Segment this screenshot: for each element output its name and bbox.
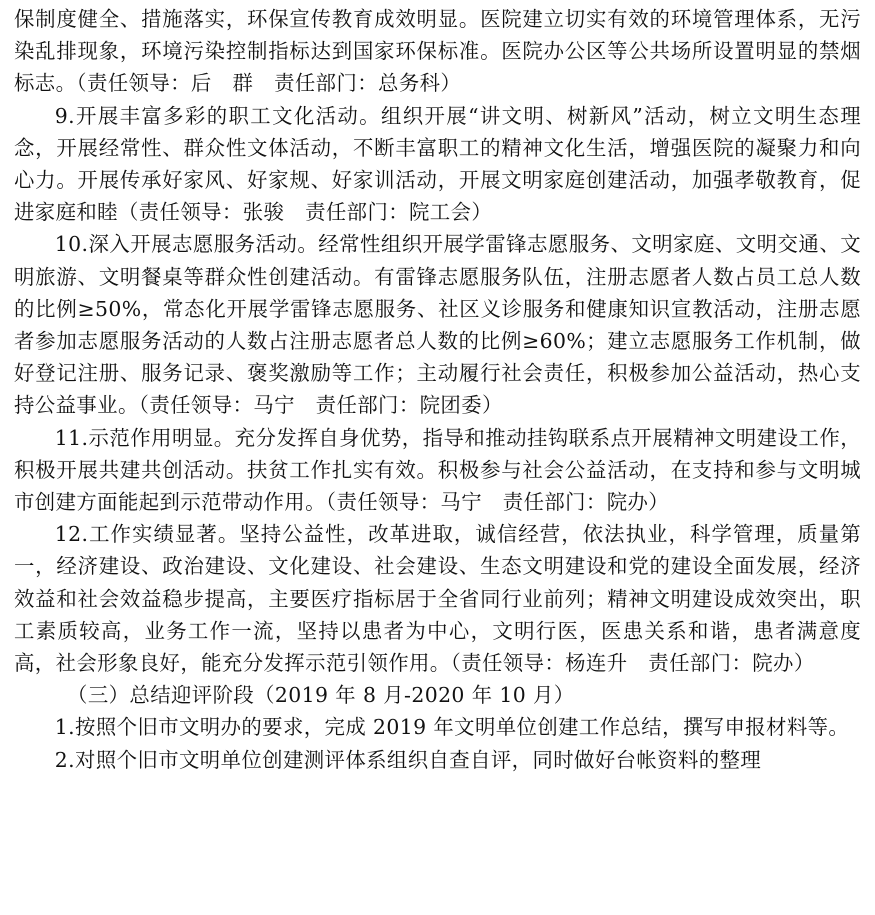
paragraph-item-9: 9.开展丰富多彩的职工文化活动。组织开展“讲文明、树新风”活动，树立文明生态理念，开展经常性、群众性文体活动，不断丰富职工的精神文化生活，增强医院的凝聚力和向心力。开展传承好家风、好家规、好家训活动，开展文明家庭创建活动，加强孝敬教育，促进家庭和睦（责任领导：张骏 责任部门：院工会） [14,103,861,225]
paragraph-item-10: 10.深入开展志愿服务活动。经常性组织开展学雷锋志愿服务、文明家庭、文明交通、文明旅游、文明餐桌等群众性创建活动。有雷锋志愿服务队伍，注册志愿者人数占员工总人数的比例≥50%，常态化开展学雷锋志愿服务、社区义诊服务和健康知识宣教活动，注册志愿者参加志愿服务活动的人数占注册志愿者总人数的比例≥60%；建立志愿服务工作机制，做好登记注册、服务记录、褒奖激励等工作；主动履行社会责任，积极参加公益活动，热心支持公益事业。（责任领导：马宁 责任部门：院团委） [14,232,861,418]
paragraph-environment-continued: 保制度健全、措施落实，环保宣传教育成效明显。医院建立切实有效的环境管理体系，无污染乱排现象，环境污染控制指标达到国家环保标准。医院办公区等公共场所设置明显的禁烟标志。（责任领导：后 群 责任部门：总务科） [14,7,861,96]
paragraph-summary-item-1: 1.按照个旧市文明办的要求，完成 2019 年文明单位创建工作总结，撰写申报材料等。 [54,715,850,740]
paragraph-summary-item-2: 2.对照个旧市文明单位创建测评体系组织自查自评，同时做好台帐资料的整理 [54,747,762,772]
paragraph-item-11: 11.示范作用明显。充分发挥自身优势，指导和推动挂钩联系点开展精神文明建设工作，积极开展共建共创活动。扶贫工作扎实有效。积极参与社会公益活动，在支持和参与文明城市创建方面能起到示范带动作用。（责任领导：马宁 责任部门：院办） [14,425,861,515]
section-heading-summary-stage: （三）总结迎评阶段（2019 年 8 月-2020 年 10 月） [67,683,575,708]
paragraph-item-12: 12.工作实绩显著。坚持公益性，改革进取，诚信经营，依法执业，科学管理，质量第一，经济建设、政治建设、文化建设、社会建设、生态文明建设和党的建设全面发展，经济效益和社会效益稳步提高，主要医疗指标居于全省同行业前列；精神文明建设成效突出，职工素质较高，业务工作一流，坚持以患者为中心，文明行医，医患关系和谐，患者满意度高，社会形象良好，能充分发挥示范引领作用。（责任领导：杨连升 责任部门：院办） [14,522,861,676]
